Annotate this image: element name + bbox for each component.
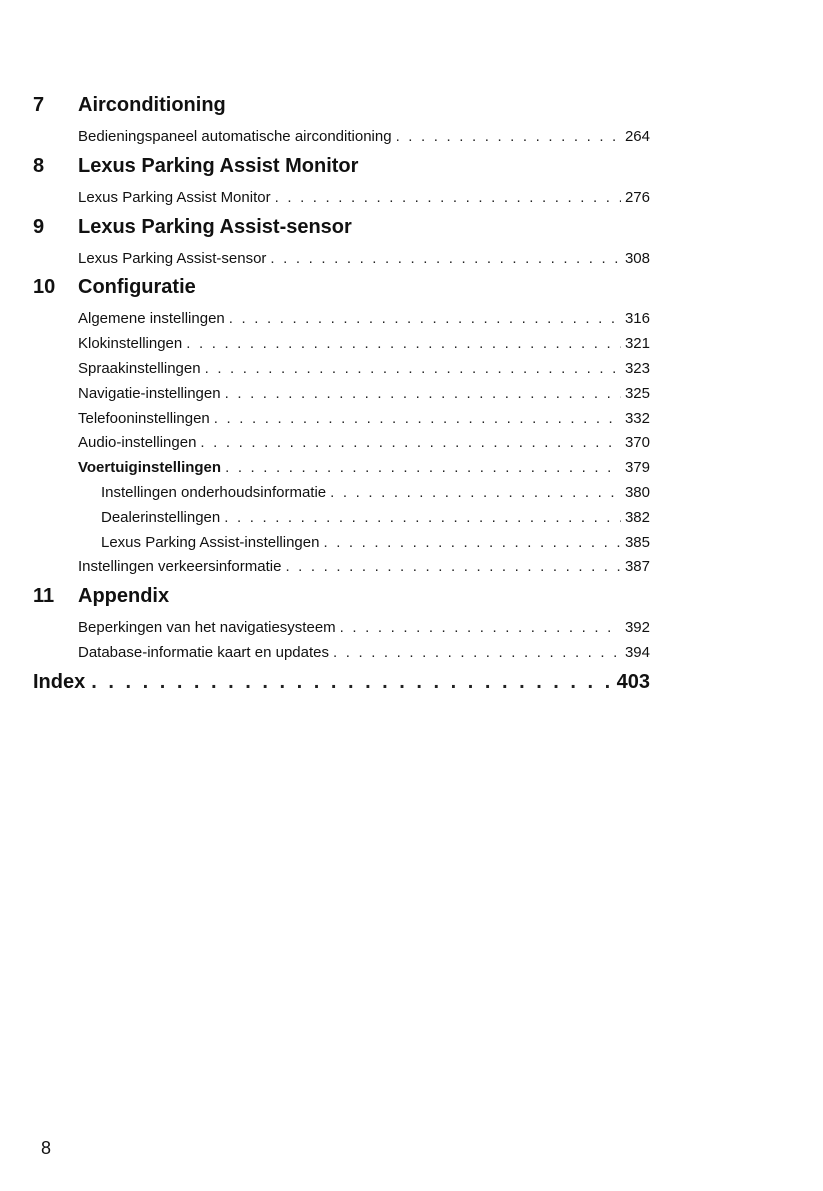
entry-label: Spraakinstellingen	[78, 359, 201, 377]
entry-page: 392	[624, 619, 650, 637]
entry-page: 332	[624, 409, 650, 427]
entry-label: Audio-instellingen	[78, 434, 197, 452]
chapter-number: 7	[33, 94, 45, 116]
chapter-title: Airconditioning	[78, 94, 226, 116]
entry-label: Beperkingen van het navigatiesysteem	[78, 619, 336, 637]
dot-leader	[270, 250, 621, 267]
toc-entry-audio-instellingen[interactable]	[78, 434, 650, 459]
entry-page: 325	[624, 384, 650, 402]
chapter-heading-7[interactable]	[33, 94, 650, 122]
dot-leader	[225, 459, 621, 476]
entry-page: 387	[624, 558, 650, 576]
entry-page: 264	[624, 128, 650, 145]
entry-label: Telefooninstellingen	[78, 409, 210, 427]
toc-entry-navigatie-instellingen[interactable]	[78, 385, 650, 410]
entry-label: Voertuiginstellingen	[78, 459, 222, 477]
chapter-number: 8	[33, 154, 45, 177]
chapter-number: 9	[33, 215, 45, 238]
toc-entry-beperkingen[interactable]	[78, 619, 650, 644]
toc-entry-parking-assist-monitor[interactable]	[78, 189, 650, 214]
entry-page: 276	[624, 188, 650, 206]
chapter-title: Lexus Parking Assist Monitor	[78, 154, 359, 177]
dot-leader	[91, 671, 612, 694]
entry-label: Dealerinstellingen	[101, 508, 221, 526]
page-number: 8	[41, 1138, 52, 1158]
toc-entry-index[interactable]	[33, 671, 650, 701]
dot-leader	[333, 644, 621, 661]
chapter-heading-10[interactable]	[33, 276, 650, 304]
entry-page: 321	[624, 335, 650, 353]
toc-entry-spraakinstellingen[interactable]	[78, 360, 650, 385]
entry-label: Lexus Parking Assist-instellingen	[101, 533, 320, 551]
entry-page: 323	[624, 359, 650, 377]
chapter-title: Lexus Parking Assist-sensor	[78, 215, 352, 238]
table-of-contents	[33, 92, 650, 701]
toc-entry-onderhoudsinformatie[interactable]	[101, 484, 650, 509]
dot-leader	[200, 434, 621, 451]
toc-entry-database-informatie[interactable]	[78, 644, 650, 669]
entry-page: 394	[624, 643, 650, 661]
chapter-heading-8[interactable]	[33, 155, 650, 183]
chapter-title: Configuratie	[78, 276, 196, 299]
entry-label: Instellingen onderhoudsinformatie	[101, 483, 327, 501]
chapter-heading-11[interactable]	[33, 585, 650, 613]
chapter-number: 11	[33, 585, 55, 608]
entry-page: 308	[624, 249, 650, 267]
dot-leader	[225, 385, 621, 402]
index-label: Index	[33, 670, 86, 693]
dot-leader	[186, 335, 621, 352]
entry-label: Navigatie-instellingen	[78, 384, 221, 402]
dot-leader	[323, 534, 621, 551]
chapter-heading-9[interactable]	[33, 216, 650, 244]
dot-leader	[340, 619, 621, 636]
entry-label: Bedieningspaneel automatische airconditioning	[78, 128, 392, 145]
toc-entry-parking-assist-sensor[interactable]	[78, 250, 650, 275]
entry-page: 382	[624, 508, 650, 526]
dot-leader	[224, 509, 621, 526]
dot-leader	[396, 128, 621, 145]
toc-entry-parking-assist-instellingen[interactable]	[101, 534, 650, 559]
entry-label: Database-informatie kaart en updates	[78, 643, 329, 661]
entry-page: 370	[624, 434, 650, 452]
toc-entry-bedieningspaneel[interactable]	[78, 128, 650, 153]
dot-leader	[214, 410, 621, 427]
dot-leader	[205, 360, 621, 377]
dot-leader	[285, 558, 621, 575]
entry-page: 316	[624, 310, 650, 328]
chapter-number: 10	[33, 276, 56, 299]
chapter-title: Appendix	[78, 585, 170, 608]
entry-page: 380	[624, 483, 650, 501]
toc-entry-klokinstellingen[interactable]	[78, 335, 650, 360]
toc-entry-dealerinstellingen[interactable]	[101, 509, 650, 534]
dot-leader	[229, 310, 621, 327]
entry-label: Klokinstellingen	[78, 335, 183, 353]
dot-leader	[330, 484, 621, 501]
entry-label: Lexus Parking Assist-sensor	[78, 249, 267, 267]
dot-leader	[275, 189, 621, 206]
toc-entry-algemene-instellingen[interactable]	[78, 310, 650, 335]
entry-page: 385	[624, 533, 650, 551]
entry-label: Algemene instellingen	[78, 310, 225, 328]
entry-label: Lexus Parking Assist Monitor	[78, 188, 271, 206]
entry-label: Instellingen verkeersinformatie	[78, 558, 282, 576]
index-page: 403	[616, 670, 650, 693]
toc-entry-voertuiginstellingen[interactable]	[78, 459, 650, 484]
entry-page: 379	[624, 459, 650, 477]
toc-entry-verkeersinformatie[interactable]	[78, 558, 650, 583]
toc-entry-telefooninstellingen[interactable]	[78, 410, 650, 435]
